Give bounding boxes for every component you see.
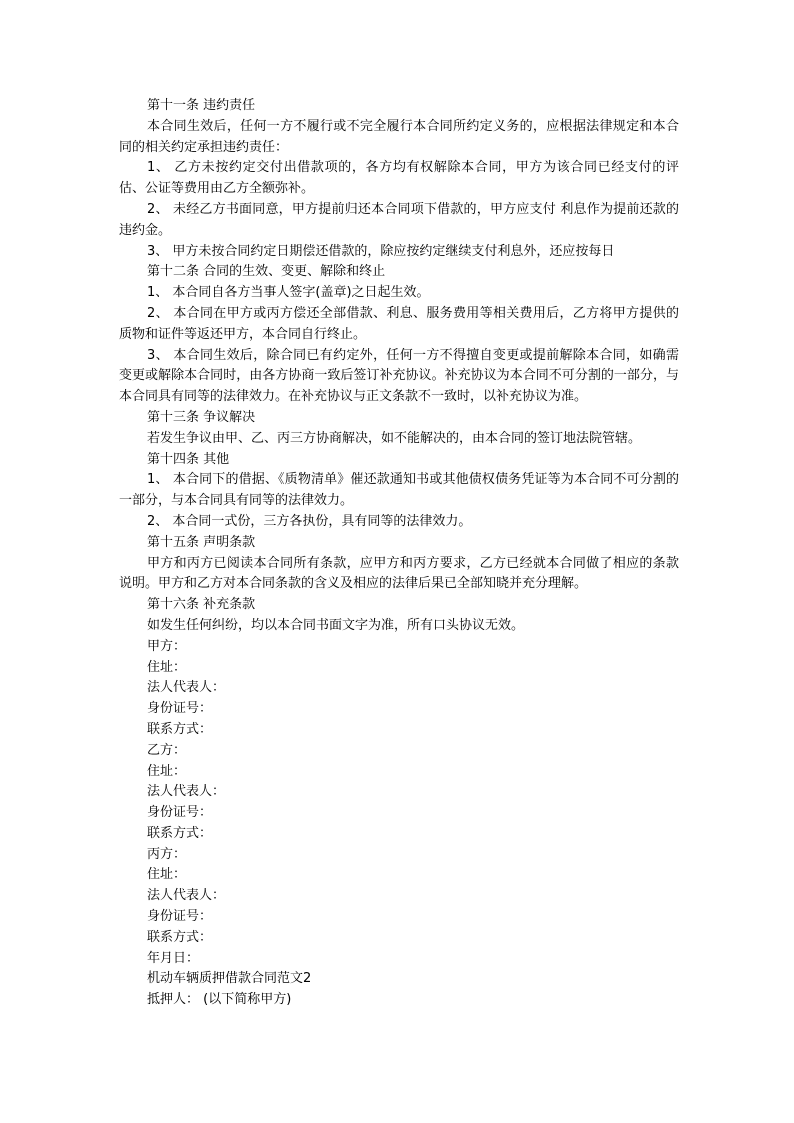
article-12-clause-3: 3、 本合同生效后，除合同已有约定外，任何一方不得擅自变更或提前解除本合同，如确需变更或解除本合同时，由各方协商一致后签订补充协议。补充协议为本合同不可分割的一部分，与本合同具有同等的法律效力。在补充协议与正文条款不一致时，以补充协议为准。 [119,347,679,405]
party-c-label: 丙方： [147,846,187,862]
article-12-clause-2: 2、 本合同在甲方或丙方偿还全部借款、利息、服务费用等相关费用后，乙方将甲方提供的质物和证件等返还甲方，本合同自行终止。 [119,305,679,342]
article-16-heading: 第十六条 补充条款 [147,597,256,613]
article-11-intro: 本合同生效后，任何一方不履行或不完全履行本合同所约定义务的，应根据法律规定和本合同的相关约定承担违约责任： [119,118,679,155]
article-14-clause-1: 1、 本合同下的借据、《质物清单》催还款通知书或其他债权债务凭证等为本合同不可分割的一部分，与本合同具有同等的法律效力。 [119,472,679,509]
article-11-heading: 第十一条 违约责任 [147,98,256,113]
article-11-clause-2: 2、 未经乙方书面同意，甲方提前归还本合同项下借款的，甲方应支付 利息作为提前还款的违约金。 [119,201,679,238]
party-b-id-number: 身份证号： [147,805,213,821]
party-b-address: 住址： [147,763,187,779]
article-12-heading: 第十二条 合同的生效、变更、解除和终止 [147,264,386,280]
party-a-label: 甲方： [147,638,187,654]
article-11-clause-1: 1、 乙方未按约定交付出借款项的，各方均有权解除本合同，甲方为该合同已经支付的评估、公证等费用由乙方全额弥补。 [119,160,679,197]
party-a-address: 住址： [147,659,187,675]
article-12-clause-1: 1、 本合同自各方当事人签字(盖章)之日起生效。 [147,285,430,301]
next-contract-title: 机动车辆质押借款合同范文2 [147,971,312,987]
article-14-heading: 第十四条 其他 [147,451,230,467]
article-16-body: 如发生任何纠纷，均以本合同书面文字为准，所有口头协议无效。 [147,617,525,633]
article-15-body: 甲方和丙方已阅读本合同所有条款，应甲方和丙方要求，乙方已经就本合同做了相应的条款说明。甲方和乙方对本合同条款的含义及相应的法律后果已全部知晓并充分理解。 [119,555,679,592]
party-a-id-number: 身份证号： [147,701,213,717]
party-a-legal-rep: 法人代表人： [147,680,226,696]
party-c-id-number: 身份证号： [147,909,213,925]
party-b-legal-rep: 法人代表人： [147,784,226,800]
article-15-heading: 第十五条 声明条款 [147,534,256,550]
signing-date: 年月日： [147,950,200,966]
article-13-body: 若发生争议由甲、乙、丙三方协商解决，如不能解决的，由本合同的签订地法院管辖。 [147,430,642,446]
party-b-contact: 联系方式： [147,825,213,841]
article-13-heading: 第十三条 争议解决 [147,409,256,425]
document-body [119,96,679,1011]
party-b-label: 乙方： [147,742,187,758]
party-c-legal-rep: 法人代表人： [147,888,226,904]
article-11-clause-3: 3、 甲方未按合同约定日期偿还借款的，除应按约定继续支付利息外，还应按每日 [147,243,615,259]
party-a-contact: 联系方式： [147,721,213,737]
article-14-clause-2: 2、 本合同一式份，三方各执份，具有同等的法律效力。 [147,513,472,529]
pledgor-line: 抵押人： (以下简称甲方) [147,992,292,1008]
party-c-contact: 联系方式： [147,929,213,945]
party-c-address: 住址： [147,867,187,883]
